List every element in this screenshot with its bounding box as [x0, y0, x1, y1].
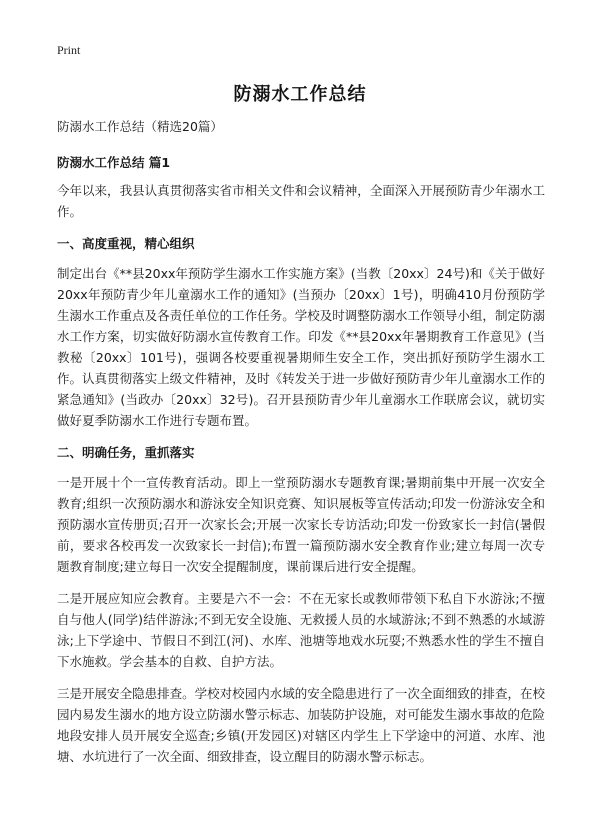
document-body [57, 116, 545, 778]
chapter-title: 防溺水工作总结 篇1 [57, 155, 171, 170]
page-title: 防溺水工作总结 [233, 84, 367, 105]
print-link[interactable]: Print [57, 43, 81, 57]
section2-paragraph-2: 二是开展应知应会教育。主要是六不一会：不在无家长或教师带领下私自下水游泳;不擅自与他人(同学)结伴游泳;不到无安全设施、无救援人员的水域游泳;不到不熟悉的水域游泳;上下学途中、节假日不到江(河)、水库、池塘等地戏水玩耍;不熟悉水性的学生不擅自下水施救。学会基本的自救、自护方法。 [57, 591, 545, 669]
section2-paragraph-3: 三是开展安全隐患排查。学校对校园内水域的安全隐患进行了一次全面细致的排查，在校园内易发生溺水的地方设立防溺水警示标志、加装防护设施，对可能发生溺水事故的危险地段安排人员开展安全巡查;乡镇(开发园区)对辖区内学生上下学途中的河道、水库、池塘、水坑进行了一次全面、细致排查，设立醒目的防溺水警示标志。 [57, 686, 545, 764]
document-subtitle: 防溺水工作总结（精选20篇） [57, 119, 223, 134]
section-heading-1: 一、高度重视，精心组织 [57, 236, 195, 251]
section2-paragraph-1: 一是开展十个一宣传教育活动。即上一堂预防溺水专题教育课;暑期前集中开展一次安全教育;组织一次预防溺水和游泳安全知识竞赛、知识展板等宣传活动;印发一份游泳安全和预防溺水宣传册页;召开一次家长会;开展一次家长专访活动;印发一份致家长一封信(暑假前，要求各校再发一次致家长一封信);布置一篇预防溺水安全教育作业;建立每周一次专题教育制度;建立每日一次安全提醒制度，课前课后进行安全提醒。 [57, 475, 545, 574]
section-heading-2: 二、明确任务，重抓落实 [57, 445, 195, 460]
intro-paragraph: 今年以来，我县认真贯彻落实省市相关文件和会议精神，全面深入开展预防青少年溺水工作。 [57, 183, 545, 219]
section1-paragraph: 制定出台《**县20xx年预防学生溺水工作实施方案》(当教〔20xx〕24号)和《关于做好20xx年预防青少年儿童溺水工作的通知》(当预办〔20xx〕1号)，明确410月份预防学生溺水工作重点及各责任单位的工作任务。学校及时调整防溺水工作领导小组，制定防溺水工作方案，切实做好防溺水宣传教育工作。印发《**县20xx年暑期教育工作意见》(当教秘〔20xx〕101号)，强调各校要重视暑期师生安全工作，突出抓好预防学生溺水工作。认真贯彻落实上级文件精神，及时《转发关于进一步做好预防青少年儿童溺水工作的紧急通知》(当政办〔20xx〕32号)。召开县预防青少年儿童溺水工作联席会议，就切实做好夏季防溺水工作进行专题布置。 [57, 266, 545, 428]
